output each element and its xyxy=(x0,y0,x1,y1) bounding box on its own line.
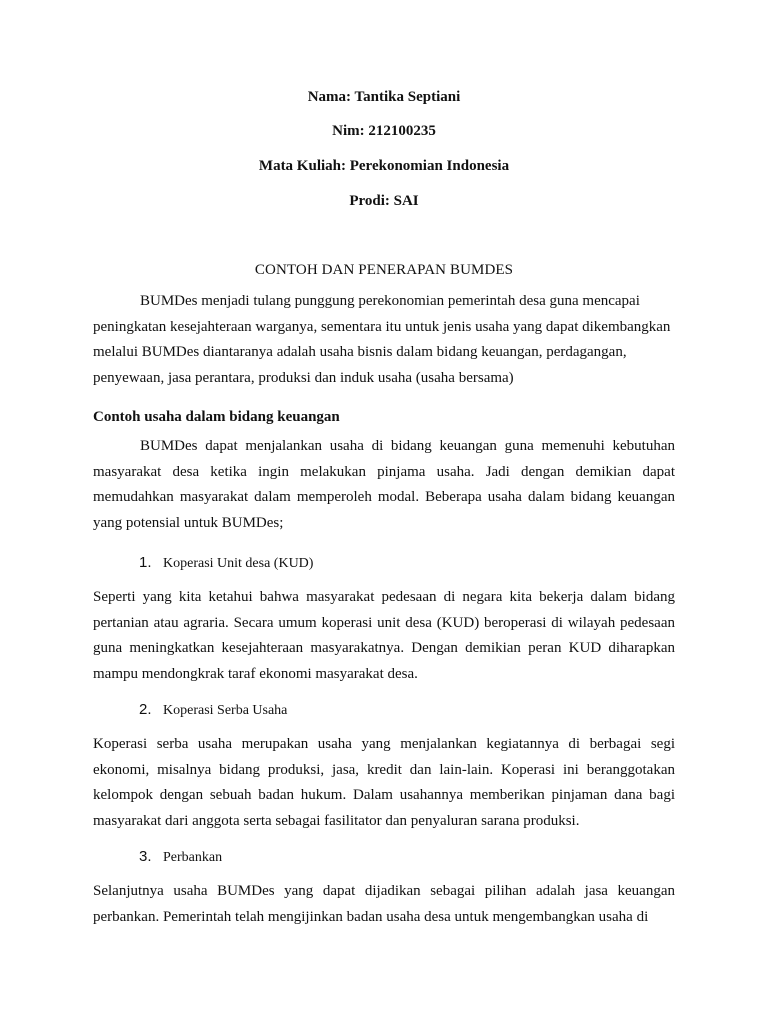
list-label: Koperasi Unit desa (KUD) xyxy=(163,556,314,571)
ksu-paragraph: Koperasi serba usaha merupakan usaha yang menjalankan kegiatannya di berbagai segi ekonomi, misalnya bidang produksi, jasa, kredit dan lain-lain. Koperasi ini beranggotakan kelompok dengan sebuah badan hukum. Dalam usahannya memberikan pinjaman dana bagi masyarakat dari anggota serta sebagai fasilitator dan penyaluran sarana produksi. xyxy=(93,736,675,829)
kud-paragraph: Seperti yang kita ketahui bahwa masyarakat pedesaan di negara kita bekerja dalam bidang pertanian atau agraria. Secara umum koperasi unit desa (KUD) beroperasi di wilayah pedesaan guna meningkatkan kesejahteraan masyarakatnya. Dengan demikian peran KUD diharapkan mampu mendongkrak taraf ekonomi masyarakat desa. xyxy=(93,589,675,682)
list-label: Koperasi Serba Usaha xyxy=(163,703,288,718)
list-item-perbankan xyxy=(139,847,639,868)
list-item-ksu xyxy=(139,700,639,721)
section-heading: Contoh usaha dalam bidang keuangan xyxy=(93,409,340,425)
list-number: 3. xyxy=(139,848,152,865)
list-number: 2. xyxy=(139,701,152,718)
list-item-kud xyxy=(139,553,639,574)
study-program: Prodi: SAI xyxy=(349,193,419,209)
section-paragraph: BUMDes dapat menjalankan usaha di bidang keuangan guna memenuhi kebutuhan masyarakat desa ketika ingin melakukan pinjama usaha. Jadi dengan demikian dapat memudahkan masyarakat dalam memperoleh modal. Beberapa usaha dalam bidang keuangan yang potensial untuk BUMDes; xyxy=(93,438,675,531)
list-number: 1. xyxy=(139,554,152,571)
student-name: Nama: Tantika Septiani xyxy=(307,89,461,105)
perbankan-paragraph: Selanjutnya usaha BUMDes yang dapat dijadikan sebagai pilihan adalah jasa keuangan perbankan. Pemerintah telah mengijinkan badan usaha desa untuk mengembangkan usaha di xyxy=(93,883,675,925)
intro-paragraph: BUMDes menjadi tulang punggung perekonomian pemerintah desa guna mencapai peningkatan kesejahteraan warganya, sementara itu untuk jenis usaha yang dapat dikembangkan melalui BUMDes diantaranya adalah usaha bisnis dalam bidang keuangan, perdagangan, penyewaan, jasa perantara, produksi dan induk usaha (usaha bersama) xyxy=(93,293,671,386)
document-title: CONTOH DAN PENERAPAN BUMDES xyxy=(254,262,514,278)
list-label: Perbankan xyxy=(163,850,223,865)
course-name: Mata Kuliah: Perekonomian Indonesia xyxy=(258,158,510,174)
student-nim: Nim: 212100235 xyxy=(332,123,436,139)
